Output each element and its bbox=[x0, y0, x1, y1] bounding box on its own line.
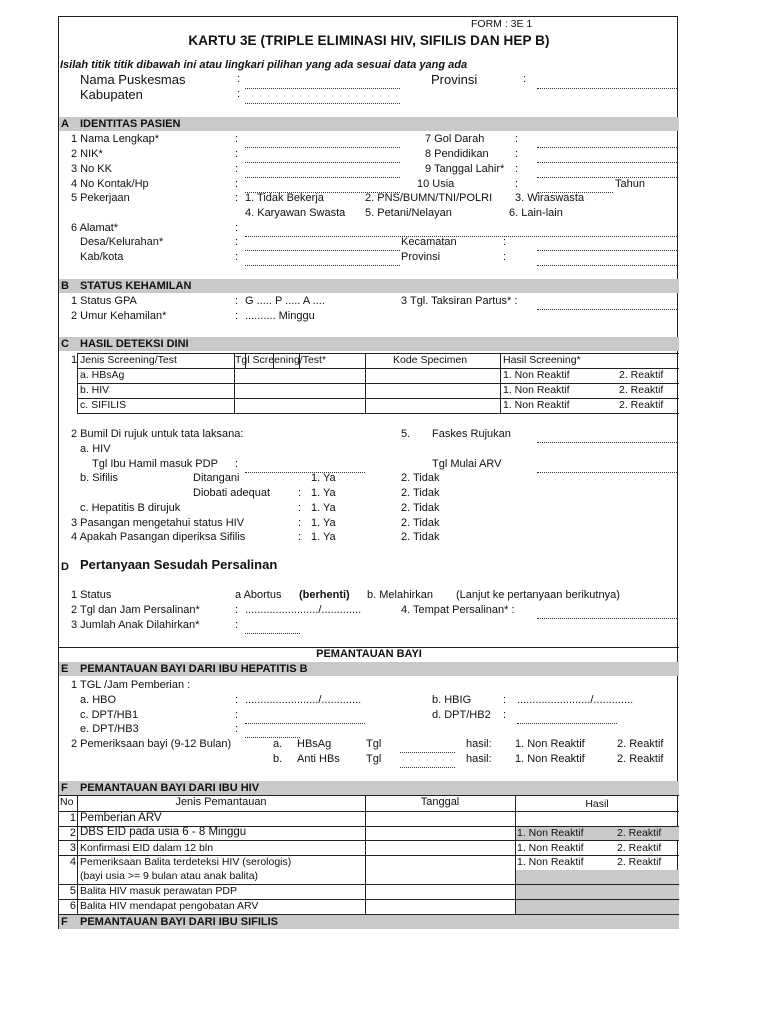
opt-reaktif[interactable]: 2. Reaktif bbox=[619, 384, 664, 396]
opt-nonreaktif[interactable]: 1. Non Reaktif bbox=[517, 842, 584, 854]
section-letter: C bbox=[61, 338, 69, 350]
pdp-field[interactable] bbox=[245, 471, 365, 473]
th-no: No bbox=[60, 796, 74, 808]
nik-label: 2 NIK* bbox=[71, 148, 103, 160]
item-number: 5. bbox=[401, 428, 411, 440]
hasil-label: hasil: bbox=[466, 738, 492, 750]
opt-ya[interactable]: 1. Ya bbox=[311, 531, 336, 543]
pdp-label: Tgl Ibu Hamil masuk PDP bbox=[92, 458, 218, 470]
colon: : bbox=[503, 694, 507, 706]
colon: : bbox=[298, 531, 302, 543]
row-label: Balita HIV masuk perawatan PDP bbox=[80, 885, 237, 897]
row-label: Pemberian ARV bbox=[80, 812, 162, 824]
opt-abortus[interactable]: a Abortus bbox=[235, 589, 282, 601]
hbsag-tgl-field[interactable] bbox=[400, 751, 455, 753]
sifilis-label: b. Sifilis bbox=[80, 472, 118, 484]
colon: : bbox=[235, 295, 239, 307]
section-f-sifilis-bar bbox=[59, 915, 679, 929]
colon: : bbox=[235, 709, 239, 721]
opt-reaktif[interactable]: 2. Reaktif bbox=[619, 399, 664, 411]
opt-reaktif[interactable]: 2. Reaktif bbox=[617, 842, 662, 854]
pekerjaan-opt-1[interactable]: 1. Tidak Bekerja bbox=[245, 192, 324, 204]
th-jenis: Jenis Screening/Test bbox=[80, 354, 177, 366]
antihbs-tgl-field[interactable] bbox=[400, 766, 455, 768]
colon: : bbox=[235, 310, 239, 322]
taksiran-label: 3 Tgl. Taksiran Partus* : bbox=[401, 295, 518, 307]
colon: : bbox=[237, 73, 241, 85]
section-b-bar bbox=[59, 279, 679, 293]
tgl-label: Tgl bbox=[366, 738, 382, 750]
colon: : bbox=[298, 487, 302, 499]
colon: : bbox=[235, 236, 239, 248]
kab-field[interactable] bbox=[245, 264, 400, 266]
section-title: HASIL DETEKSI DINI bbox=[80, 338, 189, 350]
kecamatan-label: Kecamatan bbox=[401, 236, 457, 248]
kecamatan-field[interactable] bbox=[537, 249, 677, 251]
dpt3-label: e. DPT/HB3 bbox=[80, 723, 139, 735]
row-label: DBS EID pada usia 6 - 8 Minggu bbox=[80, 826, 247, 838]
pekerjaan-label: 5 Pekerjaan bbox=[71, 192, 130, 204]
opt-nonreaktif[interactable]: 1. Non Reaktif bbox=[515, 738, 585, 750]
section-title: PEMANTAUAN BAYI DARI IBU HIV bbox=[80, 782, 260, 794]
tahun-label: Tahun bbox=[615, 178, 645, 190]
opt-nonreaktif[interactable]: 1. Non Reaktif bbox=[515, 753, 585, 765]
section-e-bar bbox=[59, 662, 679, 676]
puskesmas-field[interactable] bbox=[245, 87, 400, 89]
th-hasil: Hasil Screening* bbox=[503, 354, 581, 366]
opt-reaktif[interactable]: 2. Reaktif bbox=[617, 856, 662, 868]
section-letter: E bbox=[61, 663, 69, 675]
gpa-label: 1 Status GPA bbox=[71, 295, 137, 307]
opt-reaktif[interactable]: 2. Reaktif bbox=[617, 738, 664, 750]
opt-reaktif[interactable]: 2. Reaktif bbox=[617, 827, 662, 839]
gol-field[interactable] bbox=[537, 146, 677, 148]
nokk-label: 3 No KK bbox=[71, 163, 112, 175]
lanjut-note: (Lanjut ke pertanyaan berikutnya) bbox=[456, 589, 620, 601]
nik-field[interactable] bbox=[245, 161, 400, 163]
pekerjaan-opt-4[interactable]: 4. Karyawan Swasta bbox=[245, 207, 346, 219]
row-label: Konfirmasi EID dalam 12 bln bbox=[80, 842, 214, 854]
hbig-value[interactable]: ......................../............. bbox=[517, 694, 634, 706]
umur-value[interactable]: .......... Minggu bbox=[245, 310, 315, 322]
kabupaten-label: Kabupaten bbox=[80, 87, 143, 102]
section-c-bar bbox=[59, 337, 679, 351]
pekerjaan-opt-6[interactable]: 6. Lain-lain bbox=[509, 207, 563, 219]
opt-tidak[interactable]: 2. Tidak bbox=[401, 517, 440, 529]
hasil-label: hasil: bbox=[466, 753, 492, 765]
alamat-label: 6 Alamat* bbox=[71, 222, 119, 234]
colon: : bbox=[235, 192, 239, 204]
tempat-field[interactable] bbox=[537, 617, 677, 619]
arv-label: Tgl Mulai ARV bbox=[432, 458, 502, 470]
colon: : bbox=[237, 88, 241, 100]
row-hiv: b. HIV bbox=[80, 384, 110, 396]
taksiran-field[interactable] bbox=[537, 308, 677, 310]
th-tgl: Tgl Screening/Test* bbox=[235, 354, 327, 366]
hbig-label: b. HBIG bbox=[432, 694, 472, 706]
periksa-bayi-label: 2 Pemeriksaan bayi (9-12 Bulan) bbox=[71, 738, 232, 750]
umur-label: 2 Umur Kehamilan* bbox=[71, 310, 167, 322]
hiv-label: a. HIV bbox=[80, 443, 111, 455]
colon: : bbox=[235, 148, 239, 160]
tgl-lahir-label: 9 Tanggal Lahir* bbox=[425, 163, 505, 175]
row-no: 2 bbox=[69, 827, 76, 839]
nokk-field[interactable] bbox=[245, 176, 400, 178]
colon: : bbox=[235, 458, 239, 470]
item-number: 1 bbox=[71, 354, 78, 366]
row-sifilis: c. SIFILIS bbox=[80, 399, 127, 411]
pekerjaan-opt-5[interactable]: 5. Petani/Nelayan bbox=[365, 207, 452, 219]
section-a-bar bbox=[59, 117, 679, 131]
colon: : bbox=[515, 163, 519, 175]
dpt1-field[interactable] bbox=[245, 722, 365, 724]
dpt2-label: d. DPT/HB2 bbox=[432, 709, 491, 721]
colon: : bbox=[298, 517, 302, 529]
row-label: Pemeriksaan Balita terdeteksi HIV (serologis) bbox=[80, 856, 292, 868]
kontak-label: 4 No Kontak/Hp bbox=[71, 178, 149, 190]
row-label: Balita HIV mendapat pengobatan ARV bbox=[80, 900, 259, 912]
section-title: STATUS KEHAMILAN bbox=[80, 280, 192, 292]
colon: : bbox=[235, 222, 239, 234]
kab-label: Kab/kota bbox=[80, 251, 124, 263]
provinsi-field[interactable] bbox=[537, 87, 677, 89]
desa-field[interactable] bbox=[245, 249, 400, 251]
puskesmas-label: Nama Puskesmas bbox=[80, 72, 186, 87]
instruction: Isilah titik titik dibawah ini atau lingkari pilihan yang ada sesuai data yang ada bbox=[60, 59, 468, 71]
colon: : bbox=[503, 236, 507, 248]
opt-tidak[interactable]: 2. Tidak bbox=[401, 531, 440, 543]
opt-reaktif[interactable]: 2. Reaktif bbox=[619, 369, 664, 381]
tgl-persalinan-value[interactable]: ......................../............. bbox=[245, 604, 362, 616]
colon: : bbox=[235, 694, 239, 706]
gpa-value[interactable]: G ..... P ..... A .... bbox=[245, 295, 325, 307]
opt-nonreaktif[interactable]: 1. Non Reaktif bbox=[503, 384, 570, 396]
pend-label: 8 Pendidikan bbox=[425, 148, 489, 160]
opt-nonreaktif[interactable]: 1. Non Reaktif bbox=[517, 827, 584, 839]
th-jenis: Jenis Pemantauan bbox=[175, 796, 267, 808]
opt-nonreaktif[interactable]: 1. Non Reaktif bbox=[503, 399, 570, 411]
colon: : bbox=[515, 178, 519, 190]
section-letter: B bbox=[61, 280, 69, 292]
periksa-label: 4 Apakah Pasangan diperiksa Sifilis bbox=[71, 531, 246, 543]
opt-tidak[interactable]: 2. Tidak bbox=[401, 487, 440, 499]
tgl-label: Tgl bbox=[366, 753, 382, 765]
row-no: 3 bbox=[69, 842, 76, 854]
faskes-label: Faskes Rujukan bbox=[432, 428, 511, 440]
rujuk-label: 2 Bumil Di rujuk untuk tata laksana: bbox=[71, 428, 244, 440]
pasangan-label: 3 Pasangan mengetahui status HIV bbox=[71, 517, 245, 529]
colon: : bbox=[515, 133, 519, 145]
th-hasil: Hasil bbox=[585, 798, 609, 810]
pemantauan-heading: PEMANTAUAN BAYI bbox=[316, 648, 422, 660]
tgl-persalinan-label: 2 Tgl dan Jam Persalinan* bbox=[71, 604, 200, 616]
colon: : bbox=[235, 723, 239, 735]
row-no: 6 bbox=[69, 900, 76, 912]
diobati-label: Diobati adequat bbox=[193, 487, 271, 499]
kabupaten-field[interactable] bbox=[245, 102, 400, 104]
pend-field[interactable] bbox=[537, 161, 677, 163]
colon: : bbox=[235, 178, 239, 190]
nama-label: 1 Nama Lengkap* bbox=[71, 133, 160, 145]
alamat-field[interactable] bbox=[245, 235, 677, 237]
provinsi-label: Provinsi bbox=[431, 72, 478, 87]
hepatitis-label: c. Hepatitis B dirujuk bbox=[80, 502, 181, 514]
colon: : bbox=[503, 251, 507, 263]
colon: : bbox=[523, 73, 527, 85]
berhenti-note: (berhenti) bbox=[299, 589, 350, 601]
jumlah-field[interactable] bbox=[245, 632, 300, 634]
status-label: 1 Status bbox=[71, 589, 112, 601]
section-d-title: Pertanyaan Sesudah Persalinan bbox=[80, 557, 278, 572]
opt-tidak[interactable]: 2. Tidak bbox=[401, 502, 440, 514]
opt-nonreaktif[interactable]: 1. Non Reaktif bbox=[503, 369, 570, 381]
section-title: PEMANTAUAN BAYI DARI IBU SIFILIS bbox=[80, 916, 279, 928]
opt-reaktif[interactable]: 2. Reaktif bbox=[617, 753, 664, 765]
th-kode: Kode Specimen bbox=[393, 354, 468, 366]
colon: : bbox=[235, 133, 239, 145]
section-letter: D bbox=[61, 561, 69, 573]
dpt2-field[interactable] bbox=[517, 722, 617, 724]
opt-nonreaktif[interactable]: 1. Non Reaktif bbox=[517, 856, 584, 868]
section-title: IDENTITAS PASIEN bbox=[80, 118, 181, 130]
colon: : bbox=[235, 163, 239, 175]
arv-field[interactable] bbox=[537, 471, 677, 473]
pekerjaan-opt-2[interactable]: 2. PNS/BUMN/TNI/POLRI bbox=[365, 192, 493, 204]
colon: : bbox=[298, 502, 302, 514]
colon: : bbox=[503, 709, 507, 721]
section-title: PEMANTAUAN BAYI DARI IBU HEPATITIS B bbox=[80, 663, 308, 675]
colon: : bbox=[235, 619, 239, 631]
jumlah-label: 3 Jumlah Anak Dilahirkan* bbox=[71, 619, 200, 631]
pekerjaan-opt-3[interactable]: 3. Wiraswasta bbox=[515, 192, 585, 204]
hbo-label: a. HBO bbox=[80, 694, 117, 706]
row-no: 5 bbox=[69, 885, 76, 897]
colon: : bbox=[235, 251, 239, 263]
prov-label: Provinsi bbox=[401, 251, 441, 263]
section-letter: A bbox=[61, 118, 69, 130]
opt-ya[interactable]: 1. Ya bbox=[311, 472, 336, 484]
nama-field[interactable] bbox=[245, 146, 400, 148]
opt-melahirkan[interactable]: b. Melahirkan bbox=[367, 589, 434, 601]
ditangani-label: Ditangani bbox=[193, 472, 240, 484]
opt-tidak[interactable]: 2. Tidak bbox=[401, 472, 440, 484]
form-code: FORM : 3E 1 bbox=[471, 18, 533, 30]
prov-field[interactable] bbox=[537, 264, 677, 266]
hbsag-label: HBsAg bbox=[297, 738, 332, 750]
dpt1-label: c. DPT/HB1 bbox=[80, 709, 139, 721]
opt-ya[interactable]: 1. Ya bbox=[311, 487, 336, 499]
hbo-value[interactable]: ......................../............. bbox=[245, 694, 362, 706]
section-f-hiv-bar bbox=[59, 781, 679, 795]
antihbs-label: Anti HBs bbox=[297, 753, 340, 765]
usia-label: 10 Usia bbox=[417, 178, 455, 190]
row-label-2: (bayi usia >= 9 bulan atau anak balita) bbox=[80, 870, 259, 882]
item-letter: a. bbox=[273, 738, 283, 750]
section-letter: F bbox=[61, 782, 68, 794]
form-page bbox=[58, 16, 678, 929]
opt-ya[interactable]: 1. Ya bbox=[311, 502, 336, 514]
colon: : bbox=[235, 604, 239, 616]
gol-label: 7 Gol Darah bbox=[425, 133, 485, 145]
colon: : bbox=[515, 148, 519, 160]
tgl-lahir-field[interactable] bbox=[537, 176, 677, 178]
tgl-pemberian-label: 1 TGL /Jam Pemberian : bbox=[71, 679, 191, 691]
row-no: 1 bbox=[69, 812, 76, 824]
form-title: KARTU 3E (TRIPLE ELIMINASI HIV, SIFILIS DAN HEP B) bbox=[188, 33, 550, 48]
item-letter: b. bbox=[273, 753, 283, 765]
row-hbsag: a. HBsAg bbox=[80, 369, 125, 381]
th-tanggal: Tanggal bbox=[420, 796, 460, 808]
row-no: 4 bbox=[69, 856, 76, 868]
opt-ya[interactable]: 1. Ya bbox=[311, 517, 336, 529]
desa-label: Desa/Kelurahan* bbox=[80, 236, 164, 248]
section-letter: F bbox=[61, 916, 68, 928]
faskes-field[interactable] bbox=[537, 441, 677, 443]
tempat-label: 4. Tempat Persalinan* : bbox=[401, 604, 515, 616]
